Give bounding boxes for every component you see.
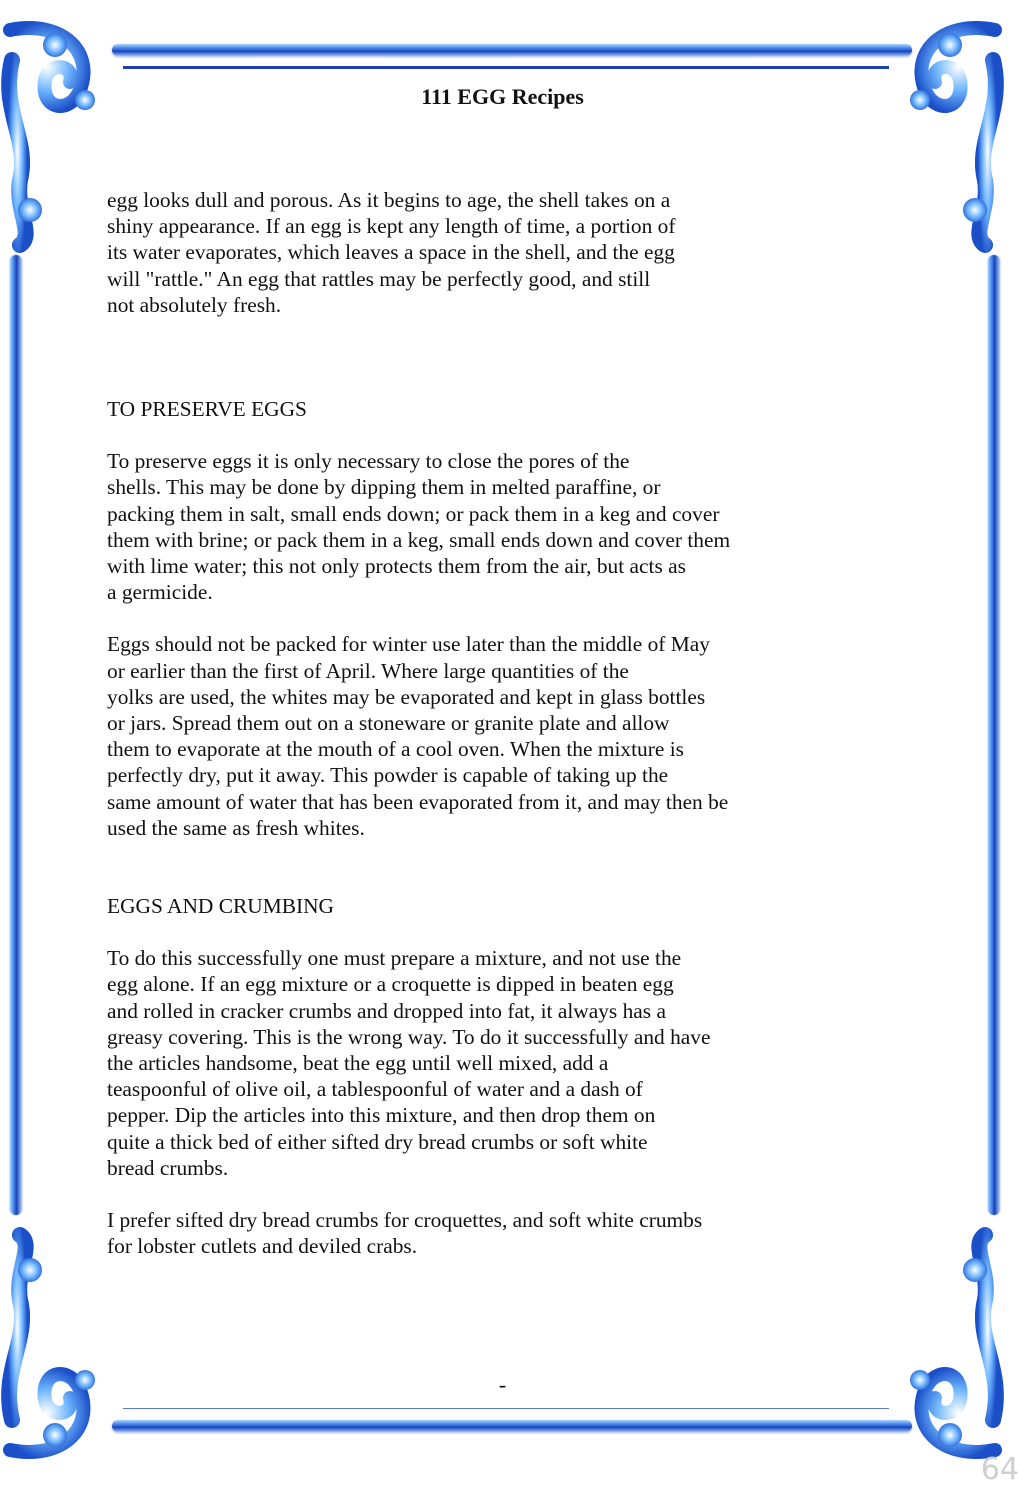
corner-ornament-icon [0, 20, 110, 250]
heading-eggs-and-crumbing: EGGS AND CRUMBING [107, 894, 335, 919]
frame-left-bar [10, 255, 22, 1215]
corner-ornament-icon [895, 1230, 1005, 1460]
frame-top-line [123, 66, 889, 69]
paragraph-crumb-preference: I prefer sifted dry bread crumbs for croquettes, and soft white crumbs for lobster cutlets and deviled crabs. [107, 1208, 703, 1259]
paragraph-winter-packing: Eggs should not be packed for winter use later than the middle of May or earlier than the first of April. Where large quantities of the yolks are used, the whites may be evaporated and kept in glass bottles or jars. Spread them out on a stoneware or granite plate and allow them to evaporate at the mouth of a cool oven. When the mixture is perfectly dry, put it away. This powder is capable of taking up the same amount of water that has been evaporated from it, and may then be used the same as fresh whites. [107, 632, 729, 840]
heading-to-preserve-eggs: TO PRESERVE EGGS [107, 397, 307, 422]
corner-ornament-icon [0, 1230, 110, 1460]
page-number: 64 [980, 1452, 1019, 1487]
paragraph-preserve-eggs: To preserve eggs it is only necessary to close the pores of the shells. This may be done by dipping them in melted paraffine, or packing them in salt, small ends down; or pack them in a keg and cover them with brine; or pack them in a keg, small ends down and cover them with lime water; this not only protects them from the air, but acts as a germicide. [107, 449, 731, 605]
frame-bottom-line [123, 1408, 889, 1409]
footer-dash: - [498, 1372, 507, 1397]
page-title: 111 EGG Recipes [421, 84, 584, 109]
corner-ornament-icon [895, 20, 1005, 250]
frame-top-bar [112, 44, 912, 56]
paragraph-egg-freshness: egg looks dull and porous. As it begins to age, the shell takes on a shiny appearance. If an egg is kept any length of time, a portion of its water evaporates, which leaves a space in the shell, and the egg will "rattle." An egg that rattles may be perfectly good, and still not absolutely fresh. [107, 188, 676, 317]
page-content [107, 187, 807, 1260]
paragraph-crumbing-method: To do this successfully one must prepare a mixture, and not use the egg alone. If an egg mixture or a croquette is dipped in beaten egg and rolled in cracker crumbs and dropped into fat, it always has a greasy covering. This is the wrong way. To do it successfully and have the articles handsome, beat the egg until well mixed, add a teaspoonful of olive oil, a tablespoonful of water and a dash of pepper. Dip the articles into this mixture, and then drop them on quite a thick bed of either sifted dry bread crumbs or soft white bread crumbs. [107, 946, 711, 1180]
frame-bottom-bar [112, 1420, 912, 1432]
frame-right-bar [988, 255, 1000, 1215]
